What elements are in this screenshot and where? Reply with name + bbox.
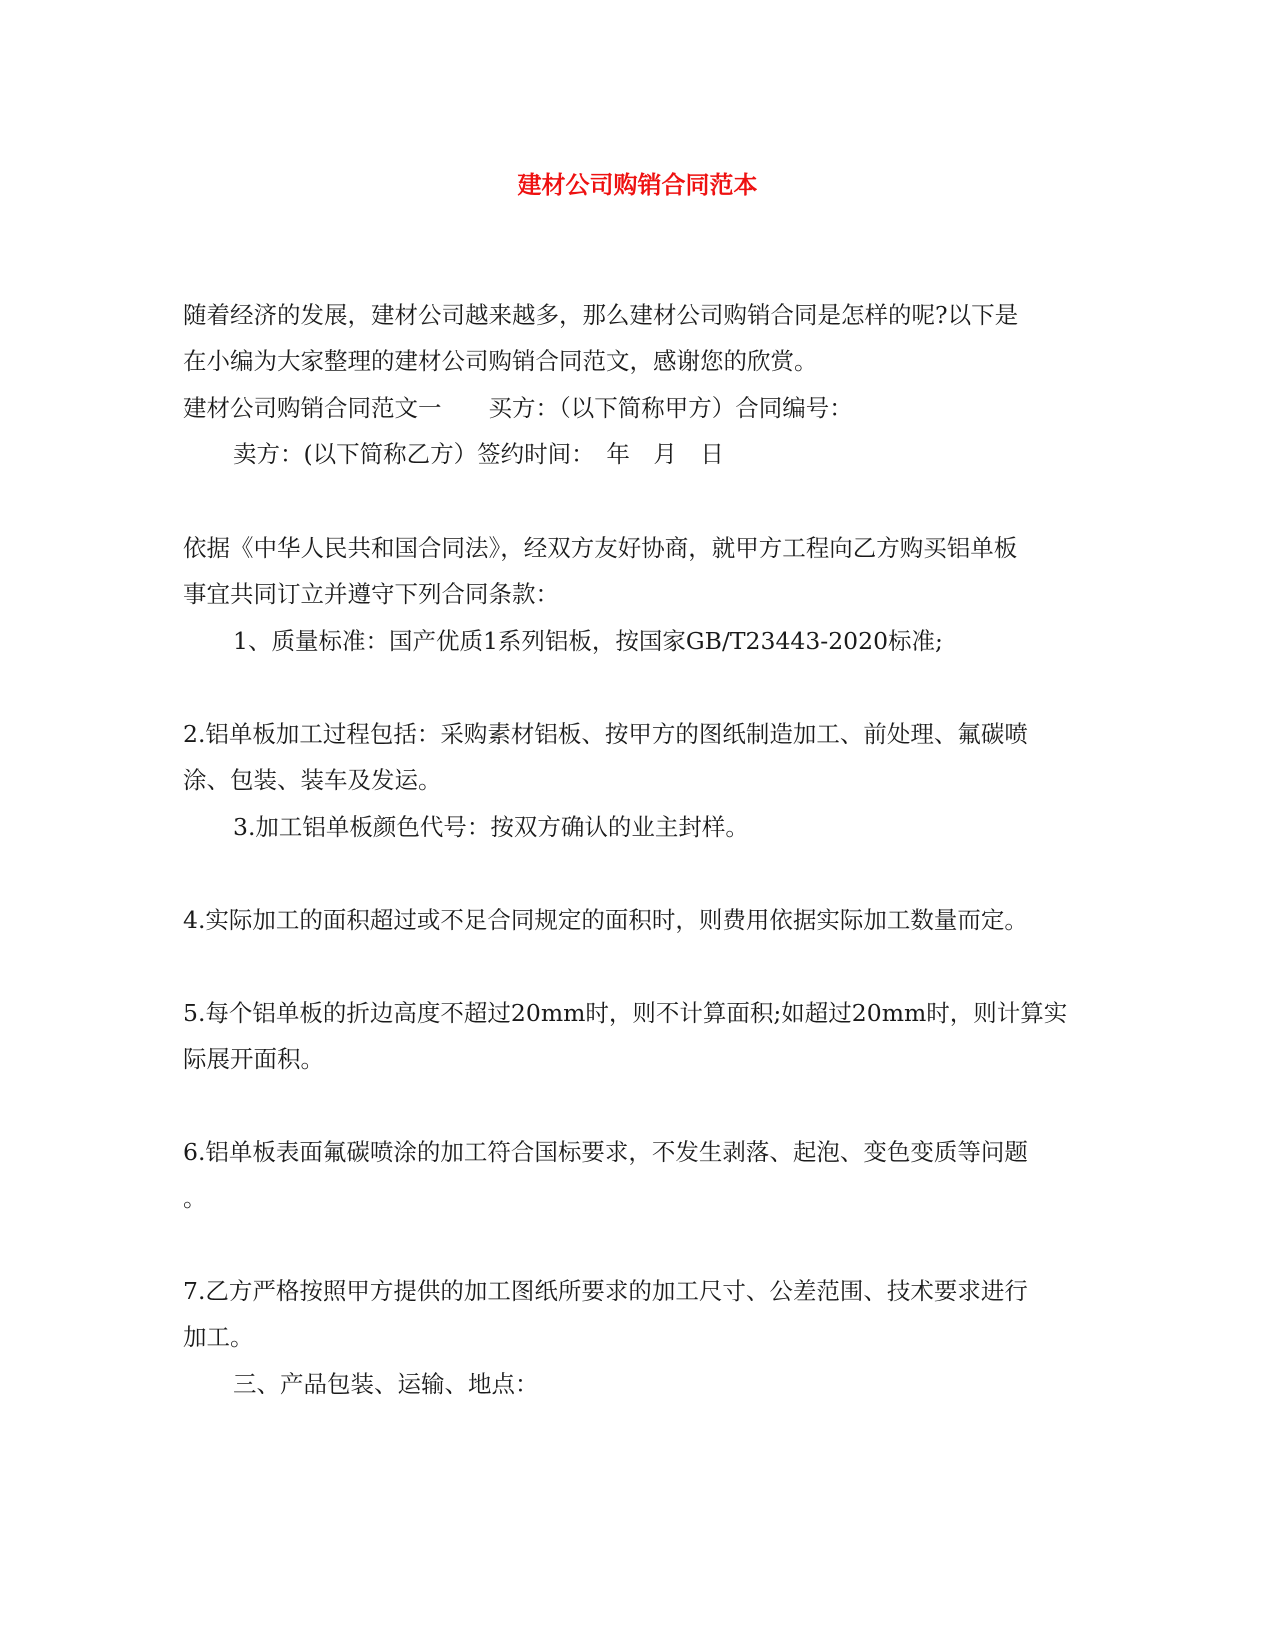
paragraph-line: 加工。 (183, 1323, 254, 1351)
paragraph-line: 际展开面积。 (183, 1045, 324, 1073)
paragraph-line: 2.铝单板加工过程包括：采购素材铝板、按甲方的图纸制造加工、前处理、氟碳喷 (183, 720, 1028, 748)
paragraph-line: 4.实际加工的面积超过或不足合同规定的面积时，则费用依据实际加工数量而定。 (183, 906, 1028, 934)
paragraph-line: 6.铝单板表面氟碳喷涂的加工符合国标要求，不发生剥落、起泡、变色变质等问题 (183, 1138, 1028, 1166)
paragraph-line: 建材公司购销合同范文一 买方：（以下简称甲方）合同编号： (183, 394, 853, 422)
paragraph-line: 三、产品包装、运输、地点： (233, 1370, 539, 1398)
document-title: 建材公司购销合同范本 (517, 171, 758, 199)
paragraph-line: 事宜共同订立并遵守下列合同条款： (183, 580, 559, 608)
paragraph-line: 3.加工铝单板颜色代号：按双方确认的业主封样。 (233, 813, 749, 841)
paragraph-line: 7.乙方严格按照甲方提供的加工图纸所要求的加工尺寸、公差范围、技术要求进行 (183, 1277, 1028, 1305)
paragraph-line: 5.每个铝单板的折边高度不超过20mm时，则不计算面积;如超过20mm时，则计算实 (183, 999, 1068, 1027)
paragraph-line: 依据《中华人民共和国合同法》，经双方友好协商，就甲方工程向乙方购买铝单板 (183, 534, 1018, 562)
paragraph-line: 随着经济的发展，建材公司越来越多，那么建材公司购销合同是怎样的呢?以下是 (183, 301, 1019, 329)
paragraph-line: 1、质量标准：国产优质1系列铝板，按国家GB/T23443-2020标准; (233, 627, 943, 655)
paragraph-line: 涂、包装、装车及发运。 (183, 766, 442, 794)
paragraph-line: 在小编为大家整理的建材公司购销合同范文，感谢您的欣赏。 (183, 347, 818, 375)
paragraph-line: 卖方：(以下简称乙方）签约时间： 年 月 日 (233, 440, 724, 468)
paragraph-line: 。 (183, 1184, 207, 1212)
